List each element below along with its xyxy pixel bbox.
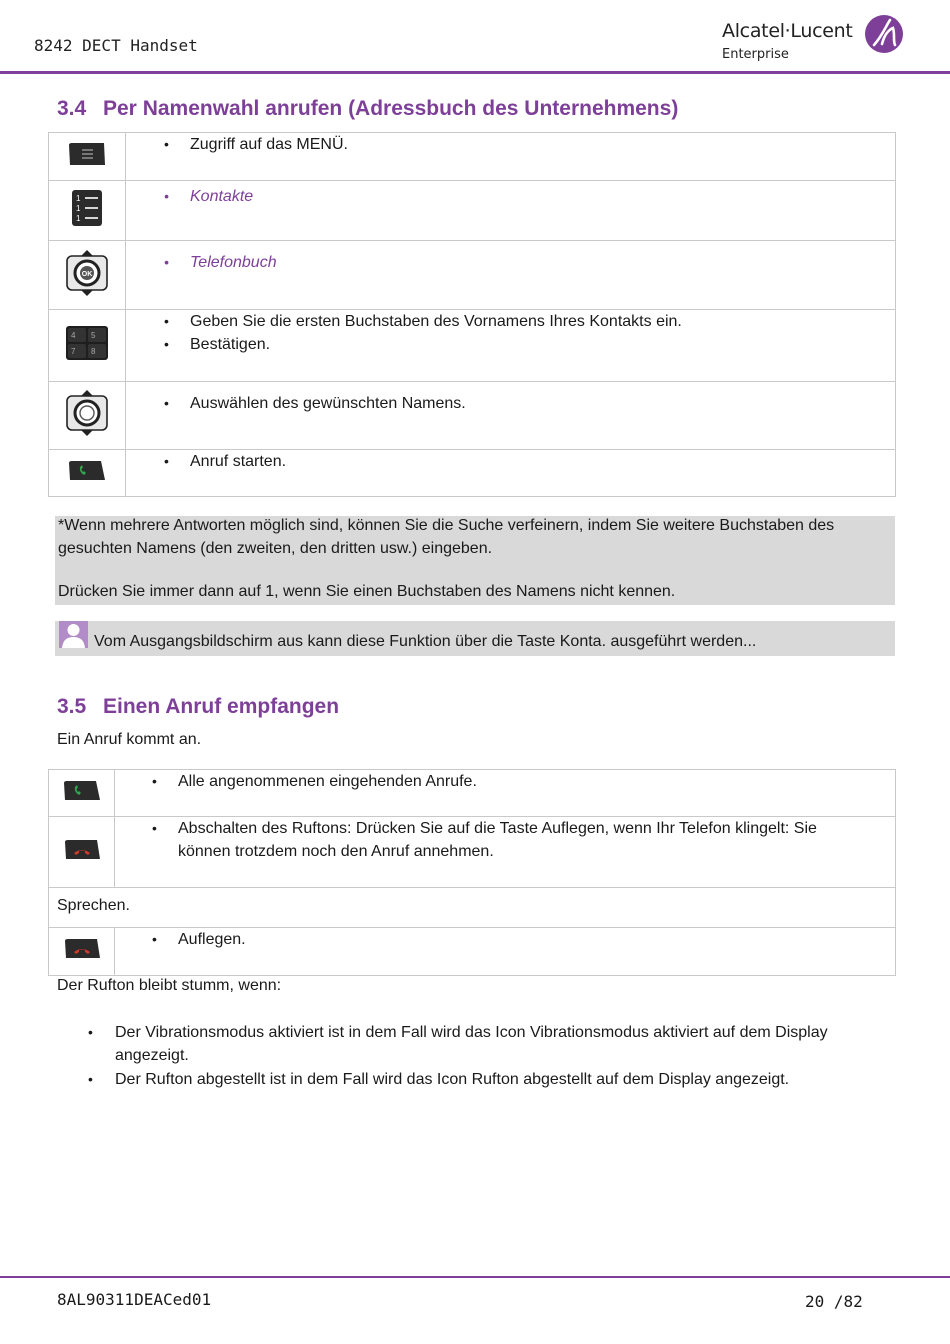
table-row xyxy=(49,770,896,817)
page-number: 20 /82 xyxy=(805,1292,863,1311)
step-text: • Telefonbuch xyxy=(164,251,895,274)
alcatel-lucent-logo-icon xyxy=(864,14,904,54)
svg-text:7: 7 xyxy=(71,347,76,356)
table-row xyxy=(49,310,896,382)
svg-text:8: 8 xyxy=(91,347,96,356)
table-row xyxy=(49,450,896,497)
on-hook-key-icon[interactable] xyxy=(63,938,101,960)
table-row xyxy=(49,241,896,310)
step-text: • Auflegen. xyxy=(152,928,895,951)
svg-text:5: 5 xyxy=(91,331,96,340)
step-text: • Geben Sie die ersten Buchstaben des Vornamens Ihres Kontakts ein. xyxy=(164,310,895,333)
brand-logo-block xyxy=(720,16,910,68)
off-hook-key-icon[interactable] xyxy=(62,780,102,802)
step-text: • Kontakte xyxy=(164,185,895,208)
keypad-icon[interactable] xyxy=(66,326,108,360)
svg-text:1: 1 xyxy=(76,214,81,223)
intro-text: Ein Anruf kommt an. xyxy=(57,731,202,748)
brand-subtitle: Enterprise xyxy=(722,47,789,62)
step-text: • Abschalten des Ruftons: Drücken Sie auf die Taste Auflegen, wenn Ihr Telefon klingelt: Sie können trotzdem noch den Anruf annehmen. xyxy=(152,817,865,863)
ringer-silent-list xyxy=(88,1021,868,1092)
off-hook-key-icon[interactable] xyxy=(67,460,107,482)
note-text-unknown-letter: Drücken Sie immer dann auf 1, wenn Sie einen Buchstaben des Namens nicht kennen. xyxy=(58,583,676,600)
contacts-list-icon[interactable] xyxy=(72,190,102,226)
section-3-5-heading: 3.5 Einen Anruf empfangen xyxy=(57,695,340,718)
table-row xyxy=(49,888,896,928)
ringer-silent-intro: Der Rufton bleibt stumm, wenn: xyxy=(57,977,282,994)
footer-rule xyxy=(0,1276,950,1278)
note-text-refine: *Wenn mehrere Antworten möglich sind, können Sie die Suche verfeinern, indem Sie weitere Buchstaben des gesuchten Namens (den zweiten, den dritten usw.) eingeben. xyxy=(58,517,835,557)
user-tip-icon xyxy=(59,621,88,648)
tip-box xyxy=(55,621,895,656)
document-code: 8AL90311DEACed01 xyxy=(57,1290,212,1309)
svg-text:OK: OK xyxy=(81,270,93,278)
step-text: • Alle angenommenen eingehenden Anrufe. xyxy=(152,770,895,793)
brand-name: Alcatel·Lucent xyxy=(722,20,853,42)
step-text: • Anruf starten. xyxy=(164,450,895,473)
navigator-ok-icon[interactable] xyxy=(65,249,109,297)
step-text: • Bestätigen. xyxy=(164,333,895,356)
steps-table-phonebook xyxy=(48,132,896,497)
table-row xyxy=(49,133,896,181)
header-rule xyxy=(0,71,950,74)
step-text-speak: Sprechen. xyxy=(49,888,896,928)
steps-table-incoming-call xyxy=(48,769,896,976)
svg-text:1: 1 xyxy=(76,204,81,213)
navigator-icon[interactable] xyxy=(65,389,109,437)
table-row xyxy=(49,817,896,888)
section-3-4-heading: 3.4 Per Namenwahl anrufen (Adressbuch des Unternehmens) xyxy=(57,97,679,120)
svg-text:4: 4 xyxy=(71,331,76,340)
table-row xyxy=(49,928,896,976)
list-item: • Der Vibrationsmodus aktiviert ist in dem Fall wird das Icon Vibrationsmodus aktiviert auf dem Display angezeigt. xyxy=(88,1021,868,1067)
step-text: • Zugriff auf das MENÜ. xyxy=(164,133,895,156)
note-box xyxy=(55,516,895,605)
tip-text: Vom Ausgangsbildschirm aus kann diese Funktion über die Taste Konta. ausgeführt werden... xyxy=(94,633,757,650)
table-row xyxy=(49,382,896,450)
svg-text:1: 1 xyxy=(76,194,81,203)
list-item: • Der Rufton abgestellt ist in dem Fall wird das Icon Rufton abgestellt auf dem Display angezeigt. xyxy=(88,1068,868,1091)
menu-key-icon[interactable] xyxy=(67,141,107,167)
document-title: 8242 DECT Handset xyxy=(34,36,198,55)
table-row xyxy=(49,181,896,241)
on-hook-key-icon[interactable] xyxy=(63,839,101,861)
step-text: • Auswählen des gewünschten Namens. xyxy=(164,392,895,415)
